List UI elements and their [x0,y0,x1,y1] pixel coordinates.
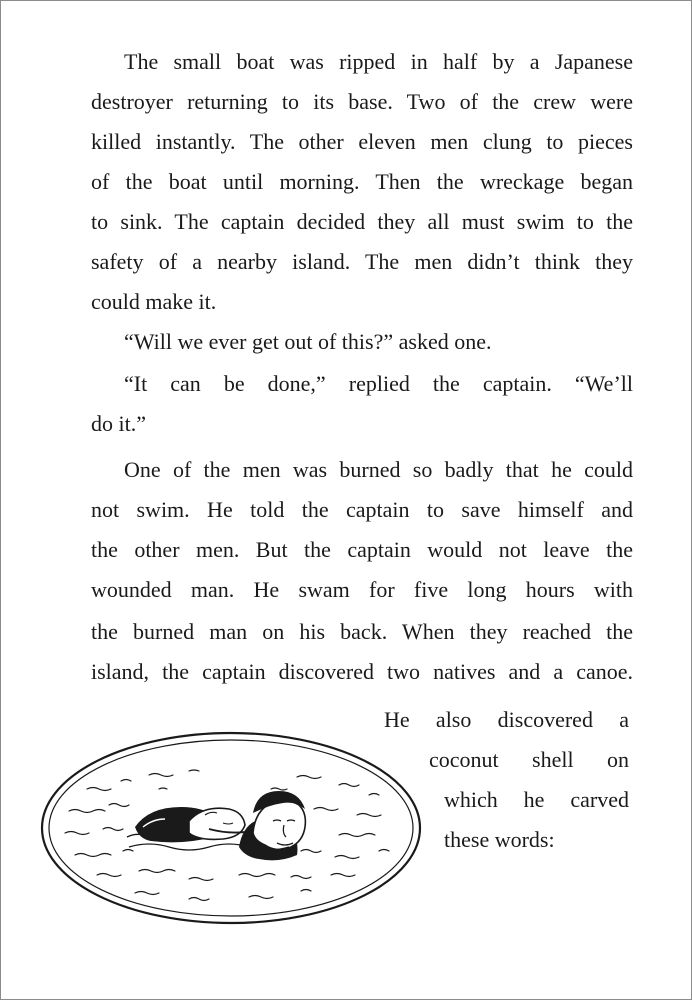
text-line: do it.” [91,411,146,436]
text-line: wounded man. He swam for five long hours with [91,577,633,602]
text-line: He also discovered a [384,707,629,732]
text-line: destroyer returning to its base. Two of the crew were [91,89,633,114]
burned-man-figure [127,807,245,842]
text-line: coconut shell on [429,747,629,772]
text-line: “Will we ever get out of this?” asked one. [124,329,492,354]
text-line: The small boat was ripped in half by a Japanese [124,49,633,74]
swimming-illustration [39,729,424,926]
text-line: to sink. The captain decided they all must swim to the [91,209,633,234]
text-line: not swim. He told the captain to save himself and [91,497,633,522]
text-line: killed instantly. The other eleven men clung to pieces [91,129,633,154]
text-line: island, the captain discovered two natives and a canoe. [91,659,633,684]
text-line: safety of a nearby island. The men didn’t think they [91,249,633,274]
text-line: the burned man on his back. When they reached the [91,619,633,644]
text-line: One of the men was burned so badly that he could [124,457,633,482]
text-line: of the boat until morning. Then the wreckage began [91,169,633,194]
text-line: could make it. [91,289,217,314]
text-line: the other men. But the captain would not leave the [91,537,633,562]
text-line: these words: [444,827,555,852]
text-line: “It can be done,” replied the captain. “We’ll [124,371,633,396]
text-line: which he carved [444,787,629,812]
